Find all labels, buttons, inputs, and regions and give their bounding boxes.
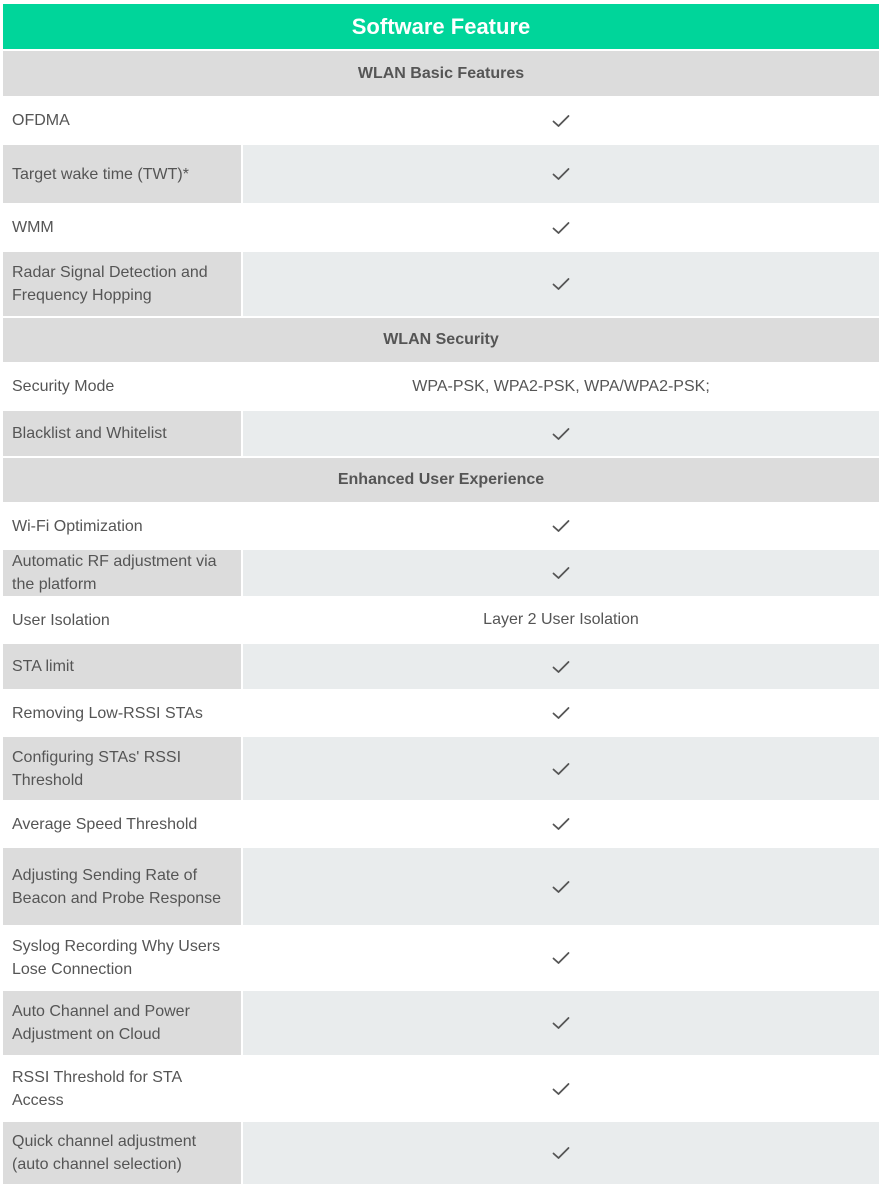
table-row [3, 205, 879, 250]
feature-support [243, 848, 879, 925]
table-row [3, 252, 879, 316]
table-row [3, 550, 879, 596]
checkmark-icon [552, 880, 570, 894]
checkmark-icon [552, 114, 570, 128]
table-row [3, 691, 879, 735]
table-row [3, 1122, 879, 1184]
table-row [3, 598, 879, 642]
checkmark-icon [552, 277, 570, 291]
table-row [3, 1057, 879, 1120]
feature-name: OFDMA [3, 98, 241, 143]
checkmark-icon [552, 1082, 570, 1096]
checkmark-icon [552, 951, 570, 965]
table-row [3, 802, 879, 846]
table-body [3, 51, 879, 1184]
section-heading: Enhanced User Experience [3, 458, 879, 502]
table-row [3, 737, 879, 800]
checkmark-icon [552, 566, 570, 580]
feature-support [243, 98, 879, 143]
checkmark-icon [552, 1016, 570, 1030]
feature-name: Removing Low-RSSI STAs [3, 691, 241, 735]
feature-support [243, 411, 879, 456]
feature-support [243, 802, 879, 846]
feature-support [243, 991, 879, 1055]
feature-support [243, 644, 879, 689]
feature-name: Blacklist and Whitelist [3, 411, 241, 456]
checkmark-icon [552, 519, 570, 533]
feature-name: Syslog Recording Why Users Lose Connection [3, 927, 241, 989]
feature-table [3, 0, 879, 1184]
table-row [3, 145, 879, 203]
feature-name: Radar Signal Detection and Frequency Hopping [3, 252, 241, 316]
feature-support [243, 145, 879, 203]
feature-name: Security Mode [3, 364, 241, 409]
table-row [3, 411, 879, 456]
section-heading: WLAN Security [3, 318, 879, 362]
feature-support [243, 1057, 879, 1120]
feature-support [243, 205, 879, 250]
feature-support [243, 1122, 879, 1184]
feature-name: Adjusting Sending Rate of Beacon and Probe Response [3, 848, 241, 925]
checkmark-icon [552, 706, 570, 720]
table-row [3, 364, 879, 409]
feature-name: User Isolation [3, 598, 241, 642]
feature-support [243, 504, 879, 548]
feature-value: WPA-PSK, WPA2-PSK, WPA/WPA2-PSK; [243, 364, 879, 409]
feature-name: Auto Channel and Power Adjustment on Cloud [3, 991, 241, 1055]
feature-value: Layer 2 User Isolation [243, 598, 879, 642]
checkmark-icon [552, 817, 570, 831]
feature-support [243, 737, 879, 800]
table-row [3, 504, 879, 548]
feature-name: Average Speed Threshold [3, 802, 241, 846]
table-row [3, 991, 879, 1055]
feature-name: STA limit [3, 644, 241, 689]
section-heading: WLAN Basic Features [3, 51, 879, 96]
checkmark-icon [552, 221, 570, 235]
checkmark-icon [552, 1146, 570, 1160]
feature-support [243, 691, 879, 735]
feature-support [243, 550, 879, 596]
feature-name: RSSI Threshold for STA Access [3, 1057, 241, 1120]
feature-support [243, 927, 879, 989]
feature-name: Wi-Fi Optimization [3, 504, 241, 548]
table-row [3, 644, 879, 689]
table-row [3, 848, 879, 925]
table-title: Software Feature [3, 4, 879, 49]
feature-name: Target wake time (TWT)* [3, 145, 241, 203]
feature-name: Quick channel adjustment (auto channel selection) [3, 1122, 241, 1184]
table-row [3, 927, 879, 989]
checkmark-icon [552, 660, 570, 674]
checkmark-icon [552, 167, 570, 181]
checkmark-icon [552, 762, 570, 776]
feature-name: WMM [3, 205, 241, 250]
table-row [3, 98, 879, 143]
checkmark-icon [552, 427, 570, 441]
feature-name: Automatic RF adjustment via the platform [3, 550, 241, 596]
feature-support [243, 252, 879, 316]
feature-name: Configuring STAs' RSSI Threshold [3, 737, 241, 800]
